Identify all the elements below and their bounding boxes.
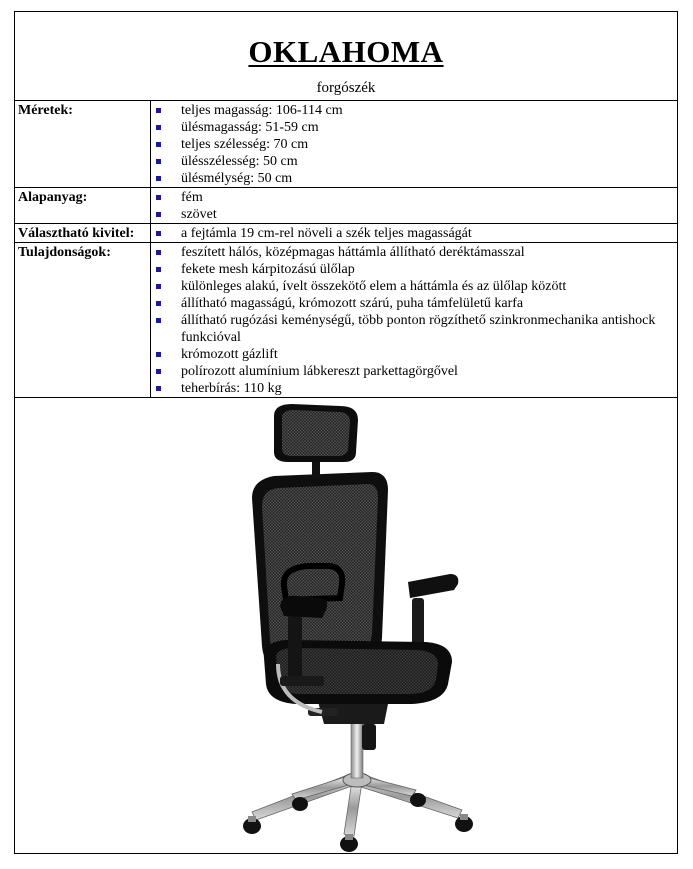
spec-list bbox=[151, 102, 677, 187]
product-sheet bbox=[14, 11, 678, 854]
product-image-cell bbox=[15, 398, 677, 859]
headrest bbox=[274, 404, 358, 478]
spec-item: állítható magasságú, krómozott szárú, puha támfelületű karfa bbox=[151, 295, 677, 312]
spec-item: teljes szélesség: 70 cm bbox=[151, 136, 677, 153]
spec-item: krómozott gázlift bbox=[151, 346, 677, 363]
spec-item: ülésmagasság: 51-59 cm bbox=[151, 119, 677, 136]
product-title: OKLAHOMA bbox=[248, 34, 444, 69]
spec-item: teljes magasság: 106-114 cm bbox=[151, 102, 677, 119]
spec-item: különleges alakú, ívelt összekötő elem a háttámla és az ülőlap között bbox=[151, 278, 677, 295]
spec-label: Választható kivitel: bbox=[15, 224, 151, 243]
spec-label: Alapanyag: bbox=[15, 188, 151, 224]
spec-table bbox=[15, 101, 677, 398]
product-subtitle: forgószék bbox=[316, 80, 376, 96]
spec-item: ülésszélesség: 50 cm bbox=[151, 153, 677, 170]
spec-item: szövet bbox=[151, 206, 677, 223]
spec-item: polírozott alumínium lábkereszt parkettagörgővel bbox=[151, 363, 677, 380]
spec-list bbox=[151, 189, 677, 223]
gas-lift bbox=[351, 720, 376, 778]
spec-item: fém bbox=[151, 189, 677, 206]
spec-item: teherbírás: 110 kg bbox=[151, 380, 677, 397]
spec-label: Méretek: bbox=[15, 101, 151, 188]
spec-row-dimensions bbox=[15, 101, 677, 188]
spec-item: ülésmélység: 50 cm bbox=[151, 170, 677, 187]
chair-base bbox=[243, 773, 473, 852]
spec-row-material bbox=[15, 188, 677, 224]
spec-row-options bbox=[15, 224, 677, 243]
spec-item: állítható rugózási keménységű, több ponton rögzíthető szinkronmechanika antishock funkcióval bbox=[151, 312, 677, 346]
spec-label: Tulajdonságok: bbox=[15, 243, 151, 398]
spec-item: feszített hálós, középmagas háttámla állítható deréktámasszal bbox=[151, 244, 677, 261]
spec-item: fekete mesh kárpitozású ülőlap bbox=[151, 261, 677, 278]
office-chair-image bbox=[212, 402, 502, 854]
spec-list bbox=[151, 244, 677, 397]
spec-item: a fejtámla 19 cm-rel növeli a szék teljes magasságát bbox=[151, 225, 677, 242]
backrest bbox=[252, 472, 388, 670]
spec-list bbox=[151, 225, 677, 242]
spec-row-properties bbox=[15, 243, 677, 398]
title-cell bbox=[15, 12, 677, 101]
